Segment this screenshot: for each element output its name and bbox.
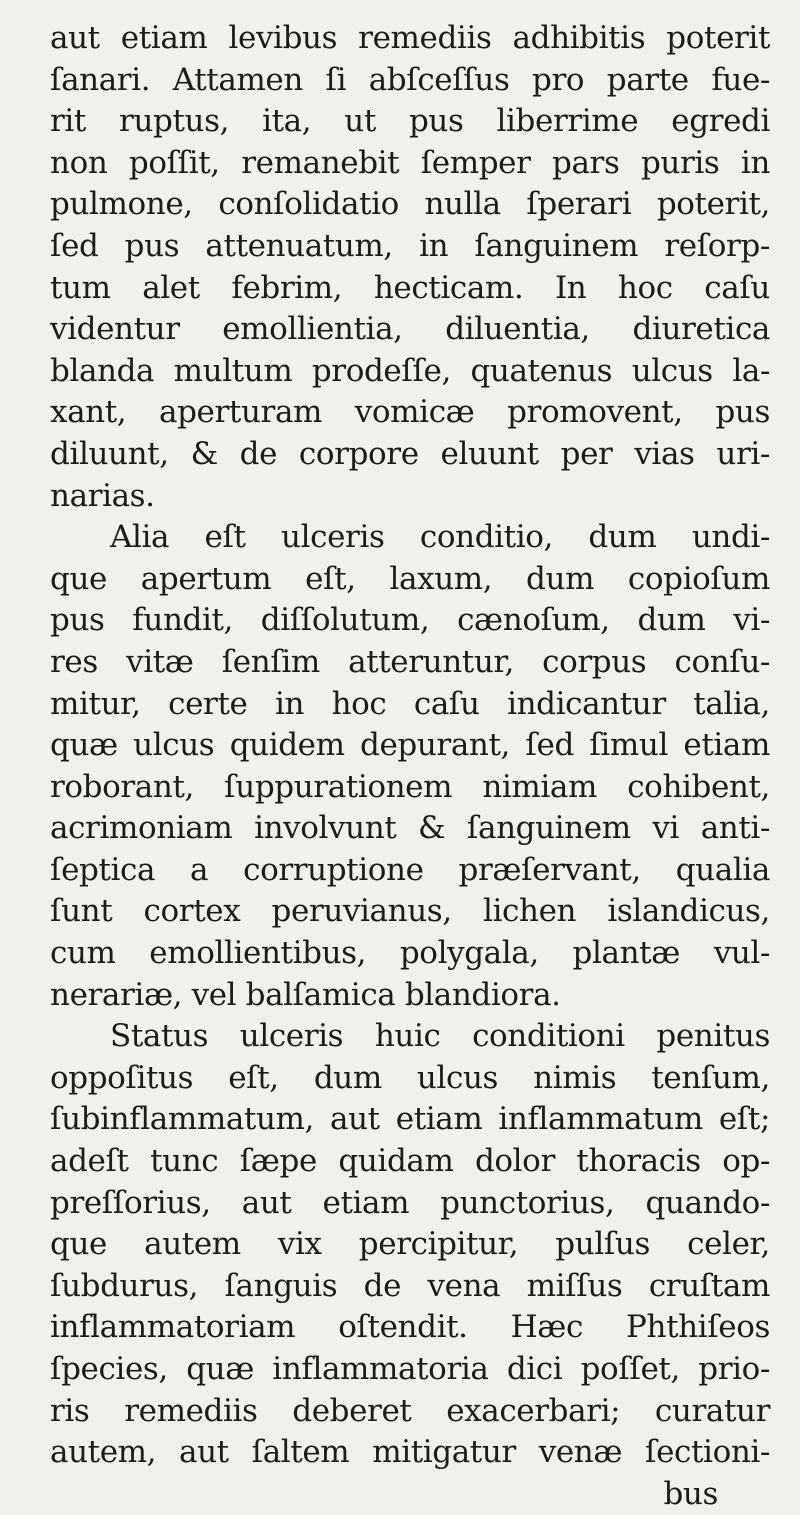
text-line: acrimoniam involvunt & ſanguinem vi anti-: [50, 810, 770, 847]
text-line: rit ruptus, ita, ut pus liberrime egredi: [50, 103, 770, 140]
text-line: tum alet febrim, hecticam. In hoc caſu: [50, 269, 770, 306]
text-line: ſeptica a corruptione præſervant, qualia: [50, 851, 770, 888]
text-line: quæ ulcus quidem depurant, ſed ſimul etiam: [50, 727, 770, 764]
text-line: blanda multum prodeſſe, quatenus ulcus la-: [50, 352, 770, 389]
text-line: preſſorius, aut etiam punctorius, quando-: [50, 1184, 770, 1221]
text-line: ſanari. Attamen ſi abſceſſus pro parte fue-: [50, 61, 770, 98]
text-line: que apertum eſt, laxum, dum copioſum: [50, 560, 770, 597]
text-line: ris remediis deberet exacerbari; curatur: [50, 1392, 770, 1429]
text-line: res vitæ ſenſim atteruntur, corpus conſu-: [50, 643, 770, 680]
text-line: autem, aut ſaltem mitigatur venæ ſectioni-: [50, 1434, 770, 1471]
text-line: inflammatoriam oſtendit. Hæc Phthiſeos: [50, 1309, 770, 1346]
text-line: ſed pus attenuatum, in ſanguinem reſorp-: [50, 227, 770, 264]
text-line: nerariæ, vel balſamica blandiora.: [50, 976, 561, 1013]
text-line: narias.: [50, 477, 155, 514]
text-line: roborant, ſuppurationem nimiam cohibent,: [50, 768, 770, 805]
text-line: que autem vix percipitur, pulſus celer,: [50, 1226, 770, 1263]
catchword: bus: [663, 1475, 718, 1512]
text-line: pus fundit, diſſolutum, cænoſum, dum vi-: [50, 602, 770, 639]
text-line: ſubinflammatum, aut etiam inflammatum eſt;: [50, 1101, 770, 1138]
text-line: ſpecies, quæ inflammatoria dici poſſet, prio-: [50, 1351, 770, 1387]
body-text: [50, 18, 770, 1515]
text-line: aut etiam levibus remediis adhibitis poterit: [50, 20, 770, 56]
text-line: adeſt tunc ſæpe quidam dolor thoracis op-: [50, 1143, 770, 1180]
text-line: diluunt, & de corpore eluunt per vias uri-: [50, 435, 770, 472]
text-line: xant, aperturam vomicæ promovent, pus: [50, 394, 770, 431]
text-line: oppoſitus eſt, dum ulcus nimis tenſum,: [50, 1059, 770, 1096]
text-line: mitur, certe in hoc caſu indicantur talia,: [50, 685, 770, 722]
text-line: videntur emollientia, diluentia, diuretica: [50, 311, 770, 348]
text-line: ſubdurus, ſanguis de vena miſſus cruſtam: [50, 1267, 770, 1304]
paragraph-start-line: Alia eſt ulceris conditio, dum undi-: [110, 519, 770, 556]
text-line: non poſſit, remanebit ſemper pars puris in: [50, 144, 770, 181]
paragraph-start-line: Status ulceris huic conditioni penitus: [110, 1018, 770, 1055]
text-line: ſunt cortex peruvianus, lichen islandicus,: [50, 893, 770, 930]
text-line: cum emollientibus, polygala, plantæ vul-: [50, 935, 770, 972]
text-line: pulmone, conſolidatio nulla ſperari poterit,: [50, 186, 770, 223]
